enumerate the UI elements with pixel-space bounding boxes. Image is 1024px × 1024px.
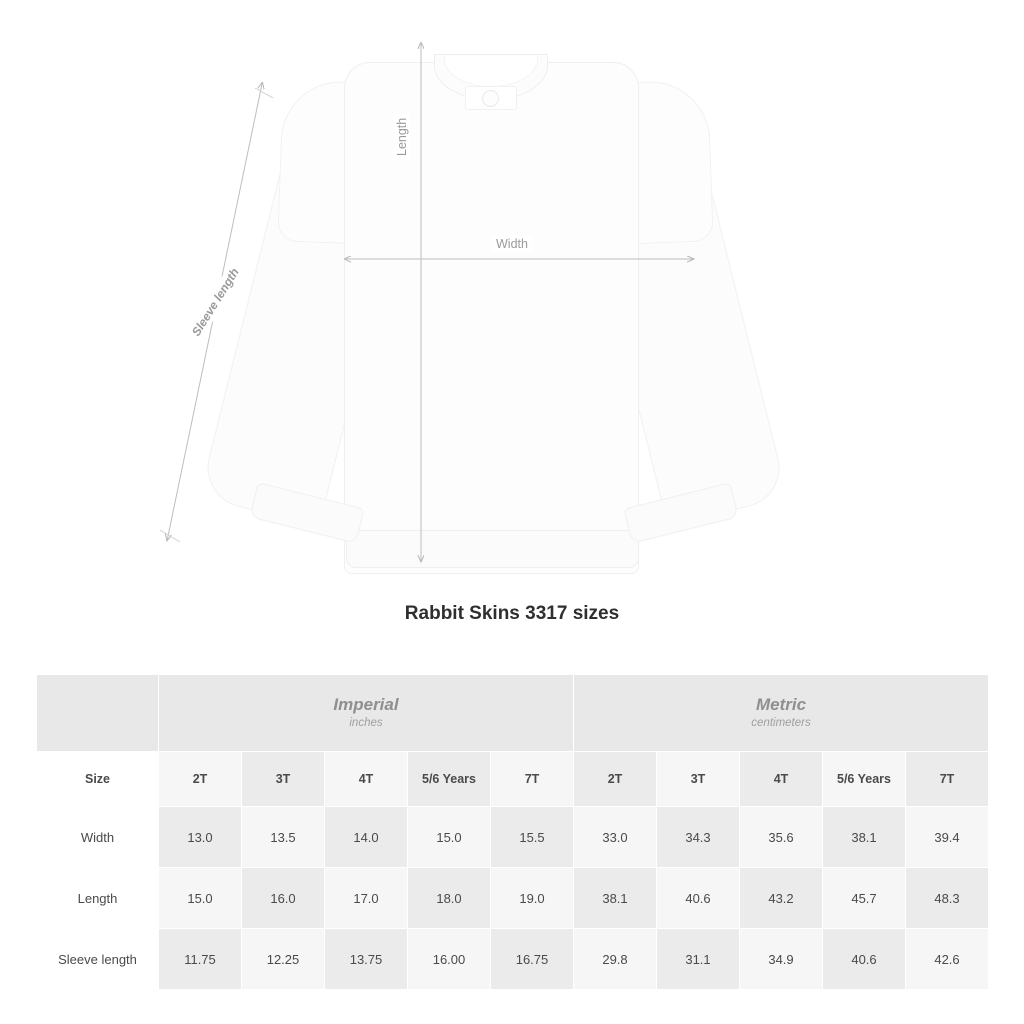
unit-group-imperial [159,675,574,752]
cell-length-metric-4: 48.3 [906,868,989,929]
label-length: Length [394,114,410,160]
header-size-metric-1: 3T [657,752,740,807]
cell-width-imperial-3: 15.0 [408,807,491,868]
cell-width-metric-1: 34.3 [657,807,740,868]
cell-width-imperial-2: 14.0 [325,807,408,868]
cell-sleeve-metric-4: 42.6 [906,929,989,990]
cell-length-imperial-2: 17.0 [325,868,408,929]
table-header-row [37,752,989,807]
cell-width-metric-0: 33.0 [574,807,657,868]
header-size-metric-2: 4T [740,752,823,807]
size-table [36,674,989,990]
cell-length-imperial-3: 18.0 [408,868,491,929]
cell-length-metric-3: 45.7 [823,868,906,929]
header-size-imperial-3: 5/6 Years [408,752,491,807]
cell-length-imperial-1: 16.0 [242,868,325,929]
row-label-width: Width [37,807,159,868]
header-size-metric-3: 5/6 Years [823,752,906,807]
header-size-imperial-0: 2T [159,752,242,807]
unit-group-metric-sub: centimeters [751,717,811,729]
table-corner-cell [37,675,159,752]
header-size-metric-0: 2T [574,752,657,807]
cell-length-imperial-0: 15.0 [159,868,242,929]
header-size-label: Size [37,752,159,807]
cell-length-metric-2: 43.2 [740,868,823,929]
cell-sleeve-imperial-2: 13.75 [325,929,408,990]
unit-group-metric-name: Metric [755,694,807,714]
table-row [37,807,989,868]
row-label-sleeve-length: Sleeve length [37,929,159,990]
label-sleeve-length: Sleeve length [186,262,245,343]
cell-length-metric-0: 38.1 [574,868,657,929]
header-size-imperial-1: 3T [242,752,325,807]
table-row [37,868,989,929]
cell-sleeve-metric-2: 34.9 [740,929,823,990]
unit-group-imperial-sub: inches [349,717,383,729]
cell-width-imperial-0: 13.0 [159,807,242,868]
table-row [37,929,989,990]
cell-sleeve-imperial-4: 16.75 [491,929,574,990]
cell-sleeve-imperial-0: 11.75 [159,929,242,990]
cell-sleeve-imperial-1: 12.25 [242,929,325,990]
cell-width-metric-3: 38.1 [823,807,906,868]
cell-length-metric-1: 40.6 [657,868,740,929]
row-label-length: Length [37,868,159,929]
unit-group-imperial-name: Imperial [333,694,399,714]
label-width: Width [492,236,532,252]
header-size-imperial-4: 7T [491,752,574,807]
header-size-imperial-2: 4T [325,752,408,807]
cell-width-metric-4: 39.4 [906,807,989,868]
cell-width-imperial-4: 15.5 [491,807,574,868]
unit-group-row [37,675,989,752]
cell-sleeve-metric-3: 40.6 [823,929,906,990]
header-size-metric-4: 7T [906,752,989,807]
cell-sleeve-metric-0: 29.8 [574,929,657,990]
cell-width-metric-2: 35.6 [740,807,823,868]
cell-width-imperial-1: 13.5 [242,807,325,868]
cell-length-imperial-4: 19.0 [491,868,574,929]
size-table-wrapper [36,674,988,990]
page-title: Rabbit Skins 3317 sizes [404,603,620,624]
cell-sleeve-metric-1: 31.1 [657,929,740,990]
cell-sleeve-imperial-3: 16.00 [408,929,491,990]
unit-group-metric [574,675,989,752]
